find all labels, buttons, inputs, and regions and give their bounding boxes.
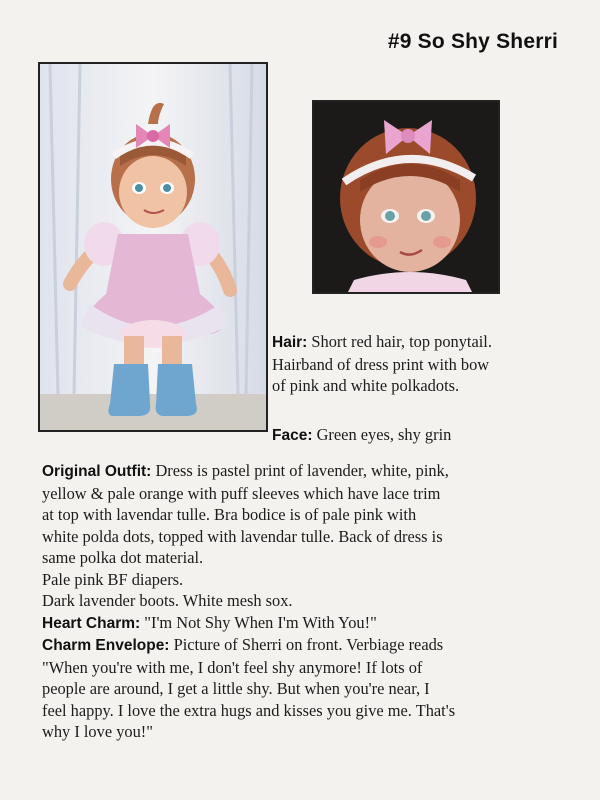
doll-full-photo (38, 62, 268, 432)
outfit-text-line: Pale pink BF diapers. (42, 569, 184, 589)
outfit-text-line: Dress is pastel print of lavender, white, pink, (151, 461, 449, 480)
hair-section (272, 331, 592, 397)
outfit-text-line: white polda dots, topped with lavendar tulle. Back of dress is (42, 526, 443, 546)
outfit-text-line: yellow & pale orange with puff sleeves which have lace trim (42, 483, 441, 503)
envelope-text-line: "When you're with me, I don't feel shy anymore! If lots of (42, 657, 423, 677)
heart-charm-text: "I'm Not Shy When I'm With You!" (140, 612, 377, 632)
hair-label: Hair: (272, 334, 308, 351)
outfit-text-line: at top with lavendar tulle. Bra bodice is of pale pink with (42, 505, 417, 524)
face-section (272, 424, 592, 447)
hair-text-line: Short red hair, top ponytail. (307, 332, 492, 351)
outfit-text-line: Dark lavender boots. White mesh sox. (42, 591, 293, 610)
envelope-text-line: feel happy. I love the extra hugs and kisses you give me. That's (42, 700, 456, 720)
face-text: Green eyes, shy grin (312, 425, 452, 444)
heart-charm-line (42, 612, 558, 635)
charm-envelope-label: Charm Envelope: (42, 637, 170, 654)
hair-text-line: of pink and white polkadots. (272, 376, 460, 395)
outfit-text-line: same polka dot material. (42, 548, 204, 567)
envelope-text-line: Picture of Sherri on front. Verbiage reads (169, 635, 444, 654)
page-title: #9 So Shy Sherri (387, 30, 558, 53)
heart-charm-label: Heart Charm: (42, 614, 141, 632)
hair-text-line: Hairband of dress print with bow (272, 354, 490, 374)
original-outfit-label: Original Outfit: (42, 463, 152, 480)
doll-face-photo (312, 100, 500, 294)
envelope-text-line: why I love you!" (42, 722, 153, 741)
face-label: Face: (272, 427, 313, 444)
envelope-text-line: people are around, I get a little shy. But when you're near, I (42, 679, 430, 698)
outfit-description (42, 460, 558, 743)
